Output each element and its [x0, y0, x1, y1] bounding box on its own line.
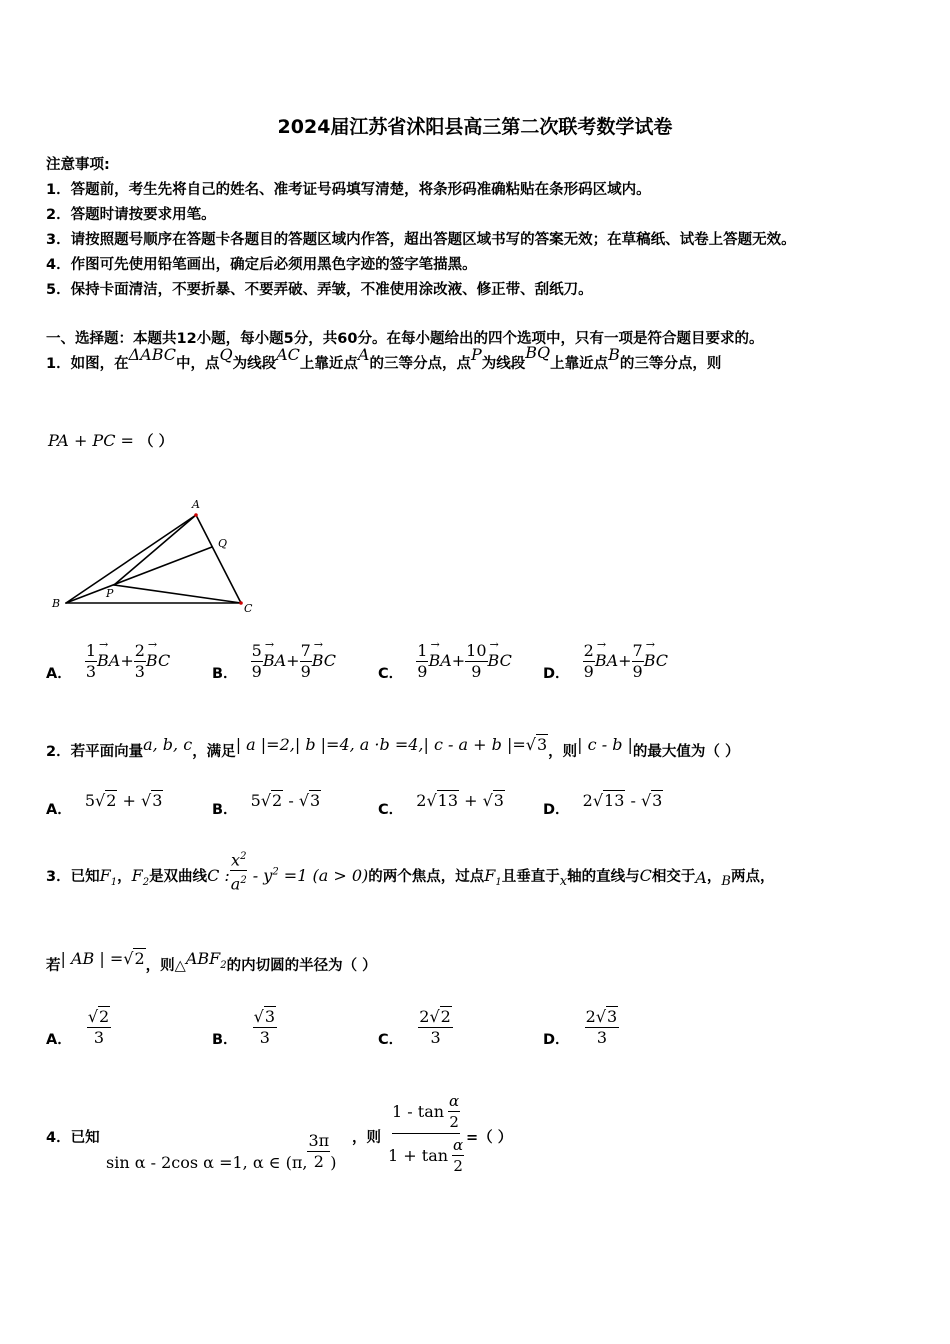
vector: → BC: [644, 651, 668, 670]
radicand: 3: [152, 791, 163, 810]
section-heading: 一、选择题：本题共12小题，每小题5分，共60分。在每小题给出的四个选项中，只有一项是符合题目要求的。: [46, 331, 764, 347]
q1-math: AC: [276, 345, 300, 364]
q2-option-a[interactable]: A． 5√2 + √3: [46, 791, 163, 818]
label-a: A: [192, 498, 200, 511]
q1-expr: PA + PC =: [48, 431, 134, 450]
option-label: C．: [378, 1032, 404, 1048]
q2-math: | c - b |: [577, 735, 633, 754]
q3-math: x: [231, 850, 241, 870]
superscript: 2: [240, 851, 247, 862]
q3-math: B: [721, 874, 731, 890]
vector: → BC: [146, 651, 170, 670]
q3-math: C :: [207, 866, 230, 886]
frac-num: α: [453, 1136, 464, 1154]
q2-option-b[interactable]: B． 5√2 - √3: [212, 791, 321, 818]
radicand: 13: [604, 791, 625, 810]
vector: → BC: [488, 651, 512, 670]
q3-math: (a > 0): [312, 866, 369, 886]
q1-text: 中，点: [176, 356, 220, 372]
notice-heading: 注意事项:: [46, 157, 110, 173]
q3-math: y: [263, 866, 273, 886]
question-3-stem-line2: 若| AB | =√2，则$\triangle ABF_2$的内切圆的半径为（ ）: [46, 949, 377, 974]
frac-den: 3: [259, 1028, 270, 1047]
segment-pa: [114, 515, 196, 585]
frac-num: 2: [134, 641, 145, 660]
frac-num: 2: [583, 641, 594, 660]
page-title: 2024届江苏省沭阳县高三第二次联考数学试卷: [277, 116, 673, 138]
q3-text: 相交于: [651, 869, 696, 886]
q3-option-c[interactable]: C． $\frac{2√2}{3}$: [378, 1007, 451, 1048]
label-p: P: [106, 587, 114, 600]
label-c: C: [244, 602, 253, 615]
q1-math: B: [608, 345, 620, 364]
frac-den: 9: [300, 662, 311, 681]
q4-number: 4．已知: [46, 1130, 100, 1146]
q1-text: 为线段: [232, 356, 277, 372]
q1-text: 上靠近点: [299, 356, 358, 372]
superscript: 2: [240, 875, 247, 887]
vector: → BA: [263, 651, 286, 670]
vector: → BA: [97, 651, 120, 670]
question-1-stem: [46, 343, 722, 373]
q4-math: 1 + tan: [388, 1146, 449, 1165]
q3-math: | AB | =: [60, 949, 124, 968]
q1-option-a[interactable]: [46, 642, 170, 681]
q2-text: ，满足: [192, 744, 236, 760]
vector: → BA: [595, 651, 618, 670]
q3-text: ，: [706, 869, 722, 886]
q4-math: sin α - 2cos α =1, α ∈ (π,: [106, 1153, 308, 1172]
radicand: 3: [607, 1007, 618, 1026]
radicand: 2: [134, 949, 145, 968]
q3-text: ，则△: [145, 958, 186, 974]
frac-den: 9: [417, 662, 428, 681]
frac-num: 1: [417, 641, 428, 660]
radicand: 3: [493, 791, 504, 810]
frac-num: 10: [466, 641, 487, 660]
frac-den: 3: [85, 662, 97, 681]
frac-den: 2: [449, 1113, 459, 1131]
notice-item: 4．作图可先使用铅笔画出，确定后必须用黑色字迹的签字笔描黑。: [46, 257, 477, 273]
q1-math: P: [470, 345, 482, 364]
q4-math: ): [330, 1153, 337, 1172]
q1-math: A: [357, 345, 370, 364]
side-ba: [66, 515, 196, 603]
q3-text: 的两个焦点，过点: [368, 869, 485, 886]
coef: 5: [84, 791, 96, 810]
radicand: 3: [652, 791, 663, 810]
q3-text: ，: [117, 869, 132, 886]
q2-text: 的最大值为（ ）: [632, 744, 740, 760]
frac-num: 7: [632, 641, 643, 660]
q3-math: -: [247, 866, 264, 886]
q2-math: | a |=2,| b |=4, a ·b =4,| c - a + b |=: [235, 735, 526, 754]
q3-option-d[interactable]: D． $\frac{2√3}{3}$: [543, 1007, 618, 1048]
frac-den: 3: [596, 1028, 608, 1047]
operator: +: [618, 651, 632, 670]
radicand: 3: [310, 791, 321, 810]
segment-pc: [114, 585, 241, 603]
operator: +: [286, 651, 300, 670]
q3-math: A: [695, 868, 707, 888]
operator: -: [625, 791, 641, 810]
q3-number: 3．已知: [46, 869, 100, 886]
q4-condition: [106, 1132, 336, 1171]
operator: +: [117, 791, 141, 810]
q1-option-d[interactable]: [543, 642, 668, 681]
q4-math: 1 - tan: [392, 1102, 445, 1121]
q3-text: 若: [46, 958, 61, 974]
radicand: 2: [99, 1007, 110, 1026]
q1-math: ΔABC: [128, 345, 176, 364]
option-label: D．: [543, 666, 570, 682]
radicand: 3: [264, 1007, 276, 1026]
q1-number: 1．如图，在: [46, 356, 129, 372]
q3-text: 两点，: [730, 869, 775, 886]
frac-num: 3π: [308, 1131, 330, 1150]
q1-triangle-figure: [48, 495, 268, 620]
notice-item: 3．请按照题号顺序在答题卡各题目的答题区域内作答，超出答题区域书写的答案无效；在草稿纸、试卷上答题无效。: [46, 232, 796, 248]
operator: +: [459, 791, 483, 810]
frac-den: 9: [471, 662, 482, 681]
vector: → BC: [312, 651, 336, 670]
side-ac: [196, 515, 241, 603]
radicand: 2: [440, 1007, 451, 1026]
q2-option-c[interactable]: C． 2√13 + √3: [378, 791, 504, 818]
option-label: A．: [46, 666, 72, 682]
q1-math: BQ: [525, 343, 551, 362]
point-a: [194, 513, 198, 517]
coef: 2: [416, 791, 427, 810]
frac-num: 5: [251, 641, 262, 660]
option-label: A．: [46, 802, 72, 818]
question-2-stem: 2．若平面向量a, b, c，满足| a |=2,| b |=4, a ·b =4,| c - a + b |=√3，则| c - b |的最大值为（ ）: [46, 735, 740, 760]
subscript: 2: [142, 877, 150, 889]
q3-text: 是双曲线: [149, 869, 208, 886]
coef: 5: [250, 791, 261, 810]
question-3-stem: [46, 848, 774, 894]
q2-text: ，则: [548, 744, 578, 760]
q3-text: 且垂直于: [501, 869, 560, 886]
q1-text: 的三等分点，则: [619, 356, 722, 372]
subscript: 1: [110, 877, 118, 889]
q3-math: ABF: [185, 949, 221, 968]
option-label: D．: [543, 1032, 570, 1048]
operator: -: [283, 791, 299, 810]
notice-item: 1．答题前，考生先将自己的姓名、准考证号码填写清楚，将条形码准确粘贴在条形码区域内。: [46, 182, 651, 198]
label-b: B: [52, 597, 61, 610]
superscript: 2: [272, 867, 279, 878]
q3-math: C: [639, 866, 652, 886]
q2-option-d[interactable]: D． 2√13 - √3: [543, 791, 663, 818]
option-label: A．: [46, 1032, 72, 1048]
subscript: 1: [495, 877, 502, 889]
option-label: B．: [212, 666, 238, 682]
radicand: 3: [536, 735, 548, 754]
q1-option-b[interactable]: [212, 642, 336, 681]
frac-num: α: [449, 1092, 460, 1110]
vector: → BA: [428, 651, 451, 670]
option-label: D．: [543, 802, 570, 818]
q3-math: F: [484, 866, 496, 886]
coef: 2: [582, 791, 593, 810]
notice-item: 5．保持卡面清洁，不要折暴、不要弄破、弄皱，不准使用涂改液、修正带、刮纸刀。: [46, 282, 593, 298]
coef: 2: [585, 1007, 596, 1026]
q1-text: 上靠近点: [550, 356, 609, 372]
option-label: C．: [378, 802, 404, 818]
frac-den: 9: [632, 662, 643, 681]
notice-item: 2．答题时请按要求用笔。: [46, 207, 216, 223]
q1-expression: [48, 430, 173, 451]
q3-math: a: [230, 874, 241, 894]
q2-math: a, b, c: [143, 735, 193, 754]
frac-den: 9: [251, 662, 262, 681]
q3-math: =1: [278, 866, 308, 886]
frac-den: 2: [453, 1157, 463, 1175]
option-label: B．: [212, 1032, 238, 1048]
q3-math: F: [99, 866, 111, 886]
q1-option-c[interactable]: [378, 642, 512, 681]
q3-text: 轴的直线与: [567, 869, 640, 886]
q4-text: ，则: [352, 1130, 381, 1146]
operator: +: [451, 651, 466, 670]
frac-den: 2: [313, 1152, 324, 1171]
q3-option-a[interactable]: A． $\frac{√2}{3}$: [46, 1007, 110, 1048]
q3-math: F: [131, 866, 143, 886]
q3-math: x: [559, 874, 568, 890]
subscript: 2: [220, 960, 227, 972]
q3-text: 的内切圆的半径为（ ）: [226, 958, 377, 974]
radicand: 13: [437, 791, 458, 810]
q1-math: Q: [219, 345, 233, 364]
radicand: 2: [272, 791, 283, 810]
frac-den: 9: [583, 662, 594, 681]
label-q: Q: [218, 537, 228, 550]
segment-bq: [66, 547, 212, 603]
frac-den: 3: [134, 662, 145, 681]
coef: 2: [419, 1007, 430, 1026]
q1-text: 为线段: [481, 356, 526, 372]
option-label: B．: [212, 802, 238, 818]
option-label: C．: [378, 666, 404, 682]
frac-num: 7: [300, 641, 311, 660]
q1-paren: （ ）: [139, 434, 174, 450]
frac-den: 3: [93, 1028, 105, 1047]
radicand: 2: [106, 791, 117, 810]
q1-text: 的三等分点，点: [369, 356, 471, 372]
q2-number: 2．若平面向量: [46, 744, 144, 760]
point-c: [239, 601, 243, 605]
q4-answer-blank: =（ ）: [466, 1130, 513, 1146]
operator: +: [120, 651, 134, 670]
q3-option-b[interactable]: B． $\frac{√3}{3}$: [212, 1007, 276, 1048]
q4-fraction: [388, 1092, 464, 1175]
frac-den: 3: [430, 1028, 441, 1047]
frac-num: 1: [85, 641, 97, 660]
